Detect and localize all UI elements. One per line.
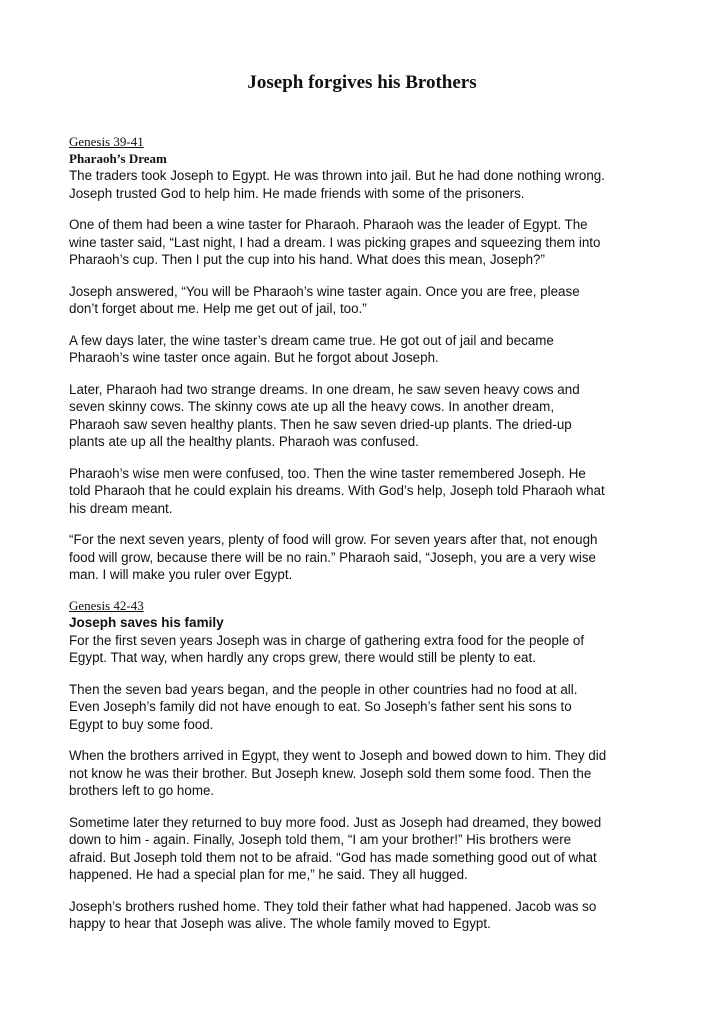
text-line: One of them had been a wine taster for Pharaoh. Pharaoh was the leader of Egypt. The [69, 217, 588, 232]
text-line: Joseph trusted God to help him. He made friends with some of the prisoners. [69, 185, 525, 201]
paragraph [69, 747, 669, 800]
paragraph [69, 332, 669, 367]
paragraph [69, 898, 669, 933]
text-line: told Pharaoh that he could explain his dreams. With God’s help, Joseph told Pharaoh what [69, 483, 605, 498]
paragraph [69, 531, 669, 584]
section-heading: Pharaoh’s Dream [69, 151, 167, 166]
paragraph [69, 167, 669, 202]
document-body [69, 134, 669, 933]
text-line: food will grow, because there will be no rain.” Pharaoh said, “Joseph, you are a very wise [69, 549, 596, 565]
text-line: not know he was their brother. But Joseph knew. Joseph sold them some food. Then the [69, 765, 592, 781]
paragraph [69, 632, 669, 667]
scripture-reference: Genesis 39-41 [69, 134, 144, 149]
paragraph [69, 814, 669, 884]
text-line: Joseph answered, “You will be Pharaoh’s wine taster again. Once you are free, please [69, 283, 580, 299]
text-line: Egypt to buy some food. [69, 716, 214, 732]
text-line: When the brothers arrived in Egypt, they went to Joseph and bowed down to him. They did [69, 748, 607, 763]
scripture-reference: Genesis 42-43 [69, 597, 144, 613]
section-joseph-saves-family [69, 598, 669, 933]
text-line: Egypt. That way, when hardly any crops grew, there would still be plenty to eat. [69, 650, 536, 665]
text-line: A few days later, the wine taster’s dream came true. He got out of jail and became [69, 332, 554, 348]
section-paragraphs [69, 632, 669, 933]
page-title: Joseph forgives his Brothers [247, 72, 477, 93]
section-paragraphs [69, 167, 669, 584]
paragraph [69, 681, 669, 734]
paragraph [69, 381, 669, 451]
text-line: Pharaoh saw seven healthy plants. Then he saw seven dried-up plants. The dried-up [69, 416, 572, 432]
text-line: Pharaoh’s cup. Then I put the cup into his hand. What does this mean, Joseph?” [69, 252, 545, 267]
paragraph [69, 216, 669, 269]
section-pharaohs-dream [69, 134, 669, 584]
text-line: down to him - again. Finally, Joseph told them, “I am your brother!” His brothers were [69, 832, 572, 847]
text-line: For the first seven years Joseph was in charge of gathering extra food for the people of [69, 632, 585, 648]
text-line: brothers left to go home. [69, 783, 215, 798]
text-line: plants ate up all the healthy plants. Pharaoh was confused. [69, 434, 419, 449]
text-line: Joseph’s brothers rushed home. They told their father what had happened. Jacob was so [69, 898, 597, 914]
text-line: Pharaoh’s wine taster once again. But he forgot about Joseph. [69, 350, 439, 365]
text-line: Sometime later they returned to buy more food. Just as Joseph had dreamed, they bowed [69, 814, 602, 830]
text-line: seven skinny cows. The skinny cows ate up all the heavy cows. In another dream, [69, 399, 555, 414]
text-line: wine taster said, “Last night, I had a dream. I was picking grapes and squeezing them into [69, 234, 601, 250]
text-line: “For the next seven years, plenty of food will grow. For seven years after that, not enough [69, 532, 598, 547]
text-line: Then the seven bad years began, and the people in other countries had no food at all. [69, 681, 578, 697]
text-line: his dream meant. [69, 500, 173, 516]
section-heading: Joseph saves his family [69, 614, 224, 630]
text-line: Pharaoh’s wise men were confused, too. Then the wine taster remembered Joseph. He [69, 465, 586, 481]
text-line: Later, Pharaoh had two strange dreams. In one dream, he saw seven heavy cows and [69, 381, 580, 397]
paragraph [69, 465, 669, 518]
text-line: happy to hear that Joseph was alive. The whole family moved to Egypt. [69, 916, 491, 931]
paragraph [69, 283, 669, 318]
text-line: Even Joseph’s family did not have enough to eat. So Joseph’s father sent his sons to [69, 699, 572, 714]
text-line: happened. He had a special plan for me,” he said. They all hugged. [69, 867, 468, 882]
text-line: The traders took Joseph to Egypt. He was thrown into jail. But he had done nothing wrong. [69, 168, 605, 183]
text-line: afraid. But Joseph told them not to be afraid. “God has made something good out of what [69, 849, 597, 865]
text-line: don’t forget about me. Help me get out of jail, too.” [69, 301, 367, 316]
text-line: man. I will make you ruler over Egypt. [69, 567, 293, 582]
